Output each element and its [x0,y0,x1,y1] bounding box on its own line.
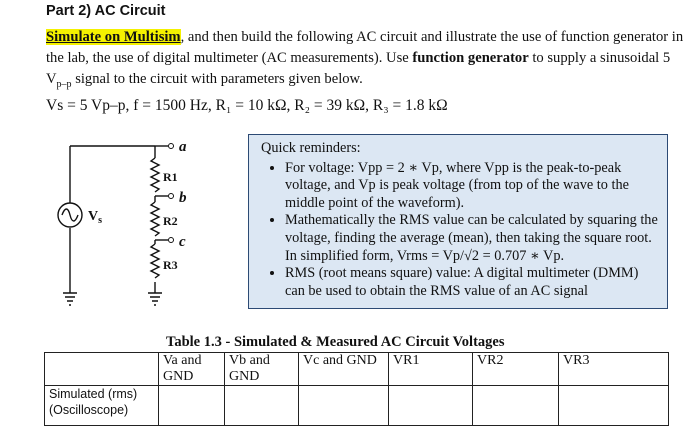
r1-label: R1 [163,170,178,184]
resistor-r3 [151,244,159,278]
table-header-cell: Va and GND [159,353,225,386]
resistor-r2 [151,202,159,236]
input-cell[interactable] [473,386,559,426]
quick-reminders-box [248,134,668,309]
reminders-title: Quick reminders: [261,140,361,156]
intro-text-1: , and then build the following AC circuit and illustrate the use of function generator in the lab, the use of digital multimeter (AC measurements). Use [46,29,684,66]
part-title: Part 2) AC Circuit [46,3,166,19]
table-caption: Table 1.3 - Simulated & Measured AC Circuit Voltages [166,334,505,350]
intro-sub: p–p [56,78,72,90]
ground-icon-left [63,293,77,305]
node-c-label: c [179,234,186,250]
circuit-diagram [50,138,245,320]
sine-icon [62,209,78,221]
ground-icon-right [148,293,162,305]
node-a-label: a [179,139,187,155]
intro-paragraph [46,27,686,95]
intro-text-3: signal to the circuit with parameters given below. [71,71,363,87]
intro-highlight: Simulate on Multisim [46,29,181,45]
table-header-cell: Vc and GND [299,353,389,386]
r3-label: R3 [163,258,178,272]
row-label: Simulated (rms) (Oscilloscope) [45,386,159,426]
table-header-cell: VR1 [389,353,473,386]
table-header-cell [45,353,159,386]
table-header-cell: Vb and GND [225,353,299,386]
r2-label: R2 [163,214,178,228]
input-cell[interactable] [389,386,473,426]
table-header-row [45,353,669,386]
input-cell[interactable] [159,386,225,426]
input-cell[interactable] [559,386,669,426]
intro-text-2: to supply a sinusoidal 5 V [46,50,671,87]
node-b-terminal [169,194,174,199]
node-c-terminal [169,238,174,243]
voltages-table [44,352,669,426]
input-cell[interactable] [299,386,389,426]
node-a-terminal [169,144,174,149]
node-b-label: b [179,190,187,206]
reminder-item: • For voltage: Vpp = 2 ∗ Vp, where Vpp is the peak-to-peak voltage, and Vp is peak voltage (from top of the wave to the middle point of the waveform). [285,160,659,213]
reminder-item: • RMS (root means square) value: A digital multimeter (DMM) can be used to obtain the RMS value of an AC signal [285,265,659,300]
parameters-line: Vs = 5 Vp–p, f = 1500 Hz, R₁ = 10 kΩ, R₂ = 39 kΩ, R₃ = 1.8 kΩ [46,97,448,114]
intro-bold: function generator [412,50,529,66]
reminders-list [261,160,659,301]
input-cell[interactable] [225,386,299,426]
resistor-r1 [151,158,159,192]
table-row [45,386,669,426]
vs-label: $V_s$ [88,209,103,226]
table-header-cell: VR3 [559,353,669,386]
reminder-item: • Mathematically the RMS value can be calculated by squaring the voltage, finding the average (mean), then taking the square root. In simplified form, Vrms = Vp/√2 = 0.707 ∗ Vp. [285,212,659,265]
table-header-cell: VR2 [473,353,559,386]
